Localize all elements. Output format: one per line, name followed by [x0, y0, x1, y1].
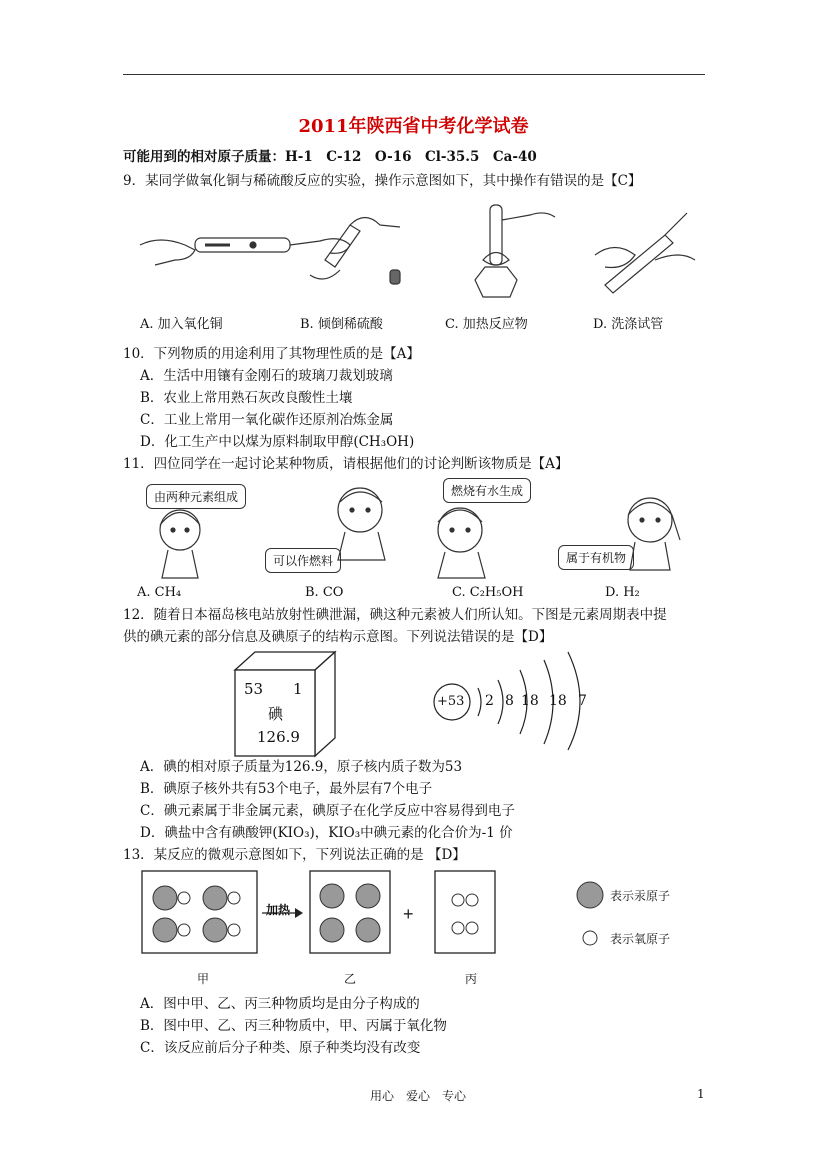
q13-arrow-label: 加热	[266, 903, 291, 917]
q11-girl-a	[160, 510, 200, 578]
q12-option-b: B．碘原子核外共有53个电子，最外层有7个电子	[140, 781, 433, 797]
q9-figure	[135, 205, 705, 305]
q11-caption-d: D. H₂	[605, 585, 640, 600]
q13-legend-mercury-label: 表示汞原子	[610, 889, 671, 903]
q13-label-bing: 丙	[465, 972, 478, 986]
q12-option-a: A．碘的相对原子质量为126.9，原子核内质子数为53	[140, 759, 463, 775]
q10-option-a: A．生活中用镶有金刚石的玻璃刀裁划玻璃	[140, 368, 393, 384]
q12-nucleus-label: +53	[437, 694, 465, 709]
footer-motto: 用心 爱心 专心	[370, 1089, 467, 1103]
q13-box-bing	[435, 871, 495, 953]
q12-shell-4: 18	[549, 693, 567, 709]
q12-shell-2: 8	[505, 693, 514, 709]
q13-label-jia: 甲	[197, 972, 210, 986]
q11-caption-b: B. CO	[305, 585, 344, 600]
q13-arrow-head	[295, 908, 303, 918]
q9-caption-a: A. 加入氧化铜	[140, 317, 223, 332]
q13-label-yi: 乙	[344, 972, 357, 986]
q11-caption-c: C. C₂H₅OH	[452, 585, 524, 600]
q13-option-b: B．图中甲、乙、丙三种物质中，甲、丙属于氧化物	[140, 1018, 447, 1034]
q9-d-figure	[595, 213, 695, 293]
q12-shell-1: 2	[485, 693, 494, 709]
q12-option-d: D．碘盐中含有碘酸钾(KIO₃)，KIO₃中碘元素的化合价为-1 价	[140, 825, 513, 841]
q13-option-c: C．该反应前后分子种类、原子种类均没有改变	[140, 1040, 421, 1056]
q11-bubble-a: 由两种元素组成	[146, 484, 246, 509]
q10-option-b: B．农业上常用熟石灰改良酸性土壤	[140, 390, 353, 406]
q10-option-c: C．工业上常用一氧化碳作还原剂冶炼金属	[140, 412, 394, 428]
q11-girl-d	[628, 498, 680, 570]
q12-shell-5: 7	[578, 693, 587, 709]
q10-stem: 10．下列物质的用途利用了其物理性质的是【A】	[123, 346, 420, 362]
q12-option-c: C．碘元素属于非金属元素，碘原子在化学反应中容易得到电子	[140, 803, 515, 819]
q9-c-figure	[475, 205, 555, 297]
page-number: 1	[697, 1087, 705, 1101]
q12-cell-corner: 1	[293, 680, 303, 698]
q11-boy-b	[338, 488, 385, 560]
q13-option-a: A．图中甲、乙、丙三种物质均是由分子构成的	[140, 996, 420, 1012]
q12-shell-arc-1	[478, 688, 481, 716]
q12-stem-line2: 供的碘元素的部分信息及碘原子的结构示意图。下列说法错误的是【D】	[123, 629, 553, 645]
q11-figure	[140, 480, 700, 580]
q13-stem: 13．某反应的微观示意图如下，下列说法正确的是 【D】	[123, 847, 466, 863]
q12-atomic-number: 53	[244, 680, 264, 698]
q13-legend-oxygen-label: 表示氧原子	[610, 932, 671, 946]
q12-stem-line1: 12．随着日本福岛核电站放射性碘泄漏，碘这种元素被人们所认知。下图是元素周期表中提	[123, 607, 667, 623]
q9-b-figure	[310, 218, 400, 285]
q13-legend-oxygen	[583, 931, 597, 945]
q13-plus: +	[403, 904, 414, 924]
q13-box-yi	[310, 871, 390, 953]
q10-option-d: D．化工生产中以煤为原料制取甲醇(CH₃OH)	[140, 434, 415, 450]
q9-caption-c: C. 加热反应物	[445, 317, 528, 332]
q9-stem: 9．某同学做氧化铜与稀硫酸反应的实验，操作示意图如下，其中操作有错误的是【C】	[123, 173, 642, 189]
q13-box-jia	[142, 871, 257, 953]
atomic-mass-line: 可能用到的相对原子质量：H-1 C-12 O-16 Cl-35.5 Ca-40	[123, 149, 537, 165]
q12-shell-3: 18	[521, 693, 539, 709]
q12-atomic-mass: 126.9	[257, 728, 300, 746]
header-rule	[123, 74, 705, 75]
page-title: 2011年陕西省中考化学试卷	[298, 116, 529, 137]
q12-shell-arc-2	[498, 680, 503, 724]
q11-boy-c	[438, 508, 485, 578]
q11-caption-a: A. CH₄	[137, 585, 182, 600]
q12-element-name: 碘	[268, 705, 284, 723]
q11-bubble-b: 可以作燃料	[265, 548, 341, 573]
q11-bubble-c: 燃烧有水生成	[443, 478, 531, 503]
q9-caption-b: B. 倾倒稀硫酸	[300, 317, 383, 332]
q9-a-figure	[140, 238, 350, 265]
q11-bubble-d: 属于有机物	[558, 545, 634, 570]
q11-stem: 11．四位同学在一起讨论某种物质，请根据他们的讨论判断该物质是【A】	[123, 456, 569, 472]
q13-legend-mercury	[577, 882, 603, 908]
q9-caption-d: D. 洗涤试管	[593, 317, 664, 332]
